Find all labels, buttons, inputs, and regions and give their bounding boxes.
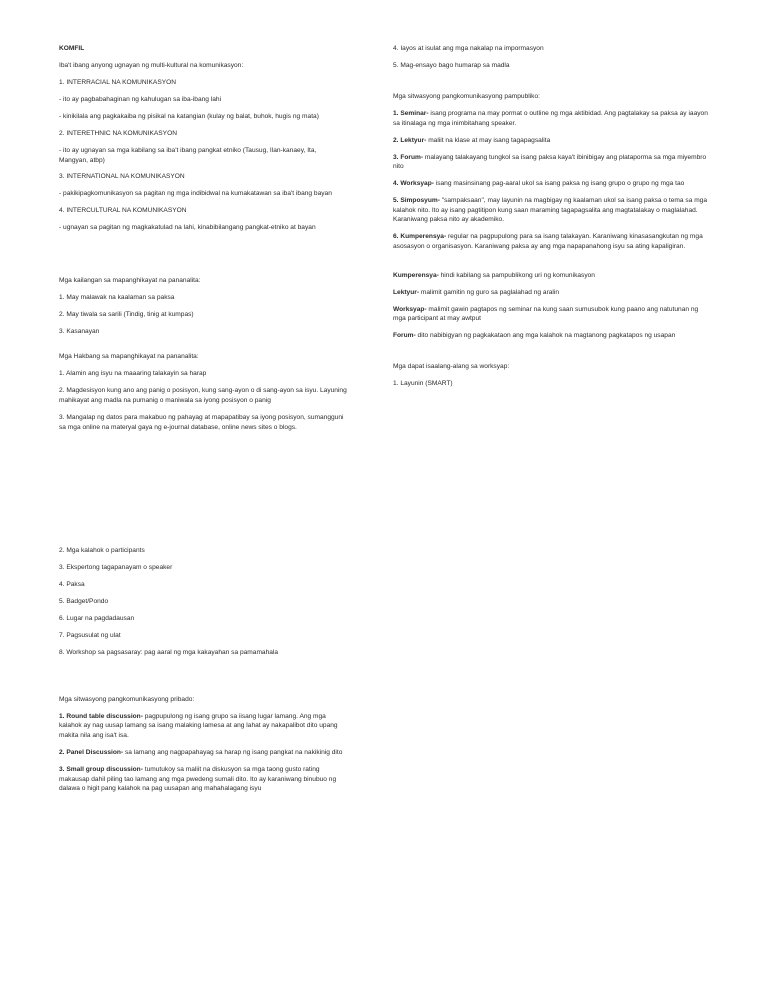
- public-item: [393, 179, 709, 189]
- definition-item: [393, 271, 709, 281]
- term: Lektyur-: [393, 288, 420, 296]
- term-definition: dito nabibigyan ng pagkakataon ang mga kalahok na magtanong pagkatapos ng usapan: [415, 332, 676, 340]
- term-definition: regular na pagpupulong para sa isang talakayan. Karaniwang kinasasangkutan ng mga asosasyon o organisasyon. Karaniwang paksa ay ang mga napapanahong isyu sa ating kapaligiran.: [393, 233, 703, 250]
- type-desc: - ito ay pagbabahaginan ng kahulugan sa iba-ibang lahi: [59, 95, 222, 103]
- list-item: 4. Paksa: [59, 580, 85, 588]
- term: Worksyap-: [393, 305, 427, 313]
- list-item: 1. May malawak na kaalaman sa paksa: [59, 294, 175, 302]
- type-heading: 1. INTERRACIAL NA KOMUNIKASYON: [59, 78, 177, 86]
- term: 6. Kumperensya-: [393, 233, 447, 241]
- term-definition: malimit gawin pagtapos ng seminar na kung saan sumusubok kung paano ang natutunan ng mga participant at may awtput: [393, 305, 699, 323]
- term: 1. Round table discussion-: [59, 712, 143, 720]
- list-item: 2. Magdesisyon kung ano ang panig o posisyon, kung sang-ayon o di sang-ayon sa isyu. Layuning mahikayat ang madla na pumanig o maniwala sa iyong posisyon o panig: [59, 387, 347, 404]
- public-item: [393, 232, 709, 251]
- left-column: [59, 44, 347, 439]
- definition-item: [393, 331, 709, 341]
- term: 3. Forum-: [393, 153, 424, 161]
- type-desc: - ugnayan sa pagitan ng magkakatulad na lahi, kinabibilangang pangkat-etniko at bayan: [59, 224, 316, 232]
- type-desc: - ito ay ugnayan sa mga kabilang sa iba't ibang pangkat etniko (Tausug, Ilan-kanaey, Ita, Mangyan, atbp): [59, 146, 317, 164]
- term: Kumperensya-: [393, 271, 439, 279]
- type-desc: - pakikipagkomunikasyon sa pagitan ng mga indibidwal na kumakatawan sa iba't ibang bayan: [59, 190, 332, 198]
- list-item: 2. Mga kalahok o participants: [59, 547, 145, 554]
- list-item: 3. Mangalap ng datos para makabuo ng pahayag at mapapatibay sa iyong posisyon, sumangguni sa mga online na materyal gaya ng e-journal database, online news sites o blogs.: [59, 413, 344, 431]
- list-item: 5. Mag-ensayo bago humarap sa madla: [393, 61, 510, 69]
- term-definition: malimit gamitin ng guro sa paglalahad ng aralin: [419, 288, 560, 296]
- steps-heading: Mga Hakbang sa mapanghikayat na pananalita:: [59, 353, 199, 361]
- private-item: [59, 765, 347, 794]
- list-item: 5. Badget/Pondo: [59, 597, 109, 605]
- list-item: 4. Iayos at isulat ang mga nakalap na impormasyon: [393, 45, 544, 52]
- private-heading: Mga sitwasyong pangkomunikasyong pribado:: [59, 695, 195, 703]
- qualities-heading: Mga kailangan sa mapanghikayat na pananalita:: [59, 277, 201, 285]
- term-definition: tumutukoy sa maliit na diskusyon sa mga taong gusto rating makausap dahil piling tao lamang ang mga pwedeng sumali dito. Ito ay karaniwang binubuo ng dalawa o higit pang kalahok na pag uusapan ang mahahalagang isyu: [59, 766, 337, 793]
- list-item: 8. Workshop sa pagsasaray: pag aaral ng mga kakayahan sa pamamahala: [59, 648, 279, 656]
- public-item: [393, 153, 709, 172]
- term: 2. Panel Discussion-: [59, 749, 124, 757]
- left-column-bottom: [59, 546, 347, 801]
- private-item: [59, 712, 347, 741]
- workshop-needs-heading: Mga dapat isaalang-alang sa worksyap:: [393, 363, 510, 371]
- term: 2. Lektyur-: [393, 136, 427, 144]
- definition-item: [393, 288, 709, 298]
- term-definition: pagpupulong ng isang grupo sa iisang lugar lamang. Ang mga kalahok ay nag uusap lamang sa isang malaking lamesa at ang lahat ay nakapalibot dito upang makita nila ang isa't isa.: [59, 712, 338, 740]
- term-definition: isang masinsinang pag-aaral ukol sa isang paksa ng isang grupo o grupo ng mga tao: [433, 180, 685, 188]
- type-heading: 3. INTERNATIONAL NA KOMUNIKASYON: [59, 173, 185, 181]
- term-definition: maliit na klase at may isang tagapagsalita: [426, 136, 551, 144]
- term-definition: isang programa na may pormat o outline ng mga aktibidad. Ang pagtalakay sa paksa ay iaayon sa itinalaga ng mga inimbitahang speaker.: [393, 109, 708, 127]
- list-item: 6. Lugar na pagdadausan: [59, 614, 135, 622]
- public-item: [393, 196, 709, 225]
- definition-item: [393, 305, 709, 324]
- term-definition: malayang talakayang tungkol sa isang paksa kaya't ibinibigay ang plataporma sa mga miyembro nito: [393, 153, 707, 171]
- public-item: [393, 136, 709, 146]
- list-item: 1. Alamin ang isyu na maaaring talakayin sa harap: [59, 370, 207, 378]
- type-desc: - kinikilala ang pagkakaiba ng pisikal na katangian (kulay ng balat, buhok, hugis ng mata): [59, 112, 319, 120]
- type-heading: 4. INTERCULTURAL NA KOMUNIKASYON: [59, 207, 187, 215]
- document-title: KOMFIL: [59, 45, 85, 52]
- term: Forum-: [393, 332, 416, 340]
- term: 5. Simposyum-: [393, 197, 440, 205]
- list-item: 1. Layunin (SMART): [393, 380, 453, 388]
- list-item: 7. Pagsusulat ng ulat: [59, 631, 121, 639]
- type-heading: 2. INTERETHNIC NA KOMUNIKASYON: [59, 129, 177, 137]
- list-item: 3. Kasanayan: [59, 328, 100, 336]
- term-definition: hindi kabilang sa pampublikong uri ng komunikasyon: [438, 271, 595, 279]
- public-heading: Mga sitwasyong pangkomunikasyong pampubliko:: [393, 92, 540, 100]
- term-definition: "sampaksaan", may layunin na magbigay ng kaalaman ukol sa isang paksa o tema sa mga kalahok nito. Ito ay isang pagtitipon kung saan maraming tagapagsalita ang magtatalakay o maglalahad. Karaniwang paksa nito ay akademiko.: [393, 197, 708, 224]
- list-item: 2. May tiwala sa sarili (Tindig, tinig at kumpas): [59, 311, 194, 319]
- term: 3. Small group discussion-: [59, 766, 143, 774]
- list-item: 3. Ekspertong tagapanayam o speaker: [59, 563, 173, 571]
- public-item: [393, 109, 709, 128]
- term: 1. Seminar-: [393, 109, 429, 117]
- private-item: [59, 748, 347, 758]
- term-definition: sa lamang ang nagpapahayag sa harap ng isang pangkat na nakikinig dito: [123, 749, 343, 757]
- right-column: [393, 44, 709, 396]
- intro-text: Iba't ibang anyong ugnayan ng multi-kultural na komunikasyon:: [59, 61, 244, 69]
- term: 4. Worksyap-: [393, 180, 434, 188]
